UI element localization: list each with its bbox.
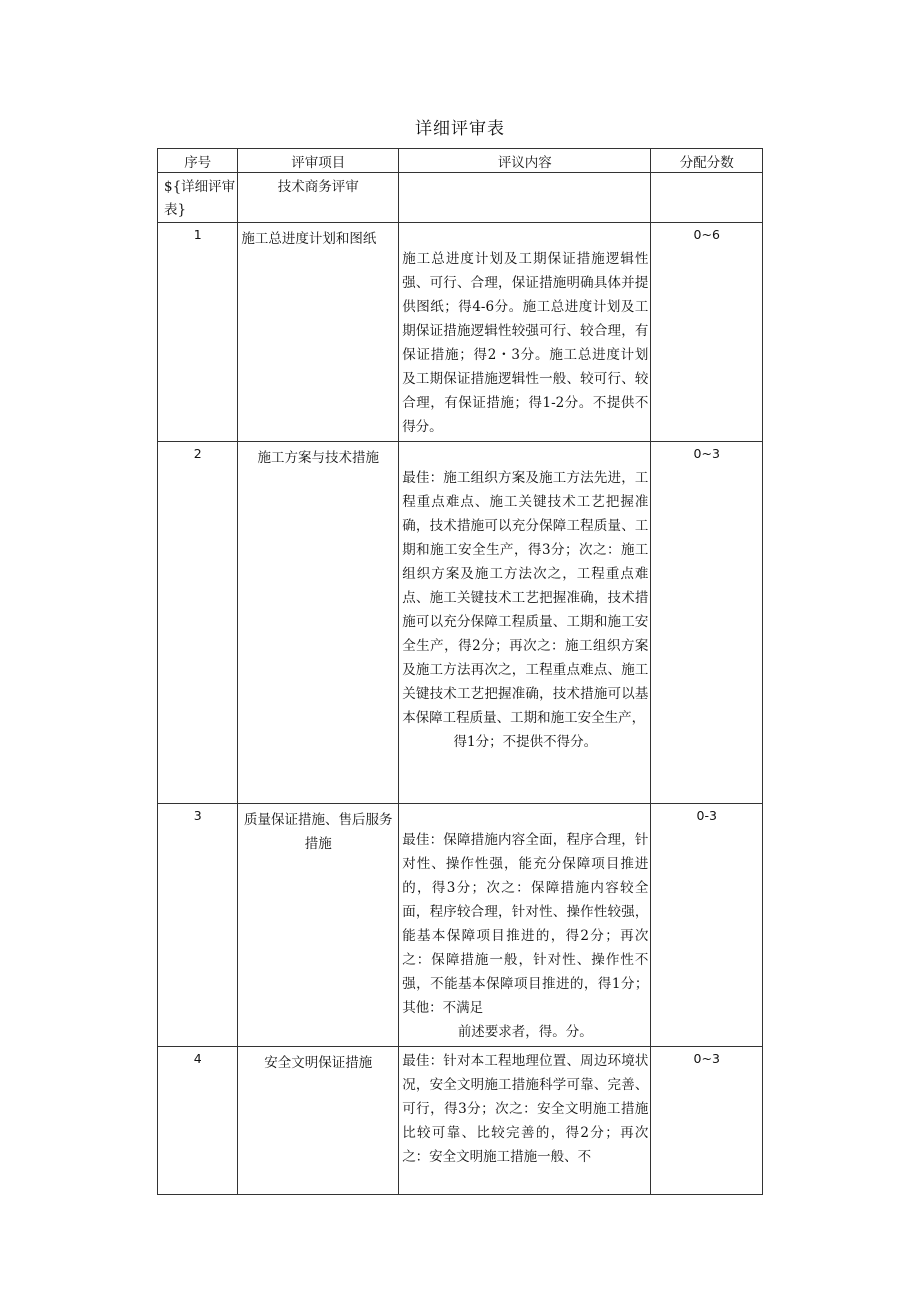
- row-score: 0~6: [651, 223, 763, 442]
- row-score: 0~3: [651, 442, 763, 804]
- header-index: 序号: [158, 149, 238, 173]
- row-score: 0-3: [651, 804, 763, 1047]
- row-number: 2: [158, 442, 238, 804]
- header-item: 评审项目: [238, 149, 399, 173]
- row-content-tail: 前述要求者，得。分。: [457, 1024, 593, 1040]
- section-index: ${详细评审表}: [158, 173, 238, 223]
- section-score: [651, 173, 763, 223]
- row-item: 质量保证措施、售后服务措施: [238, 804, 399, 1047]
- row-number: 3: [158, 804, 238, 1047]
- row-content-text: 最佳：针对本工程地理位置、周边环境状况，安全文明施工措施科学可靠、完善、可行，得3分；次之：安全文明施工措施比较可靠、比较完善的，得2分；再次之：安全文明施工措施一般、不: [402, 1053, 649, 1165]
- header-content: 评议内容: [399, 149, 651, 173]
- row-content-tail: 得1分；不提供不得分。: [453, 734, 598, 750]
- row-content: [399, 1047, 651, 1195]
- table-row: [158, 1047, 763, 1195]
- row-content-text: 最佳：保障措施内容全面，程序合理，针对性、操作性强，能充分保障项目推进的，得3分；次之：保障措施内容较全面，程序较合理，针对性、操作性较强，能基本保障项目推进的，得2分；再次之：保障措施一般，针对性、操作性不强，不能基本保障项目推进的，得1分；其他：不满足: [402, 832, 649, 1016]
- table-row: [158, 223, 763, 442]
- page-title: 详细评审表: [415, 119, 505, 139]
- review-table: [157, 148, 763, 1195]
- section-item: 技术商务评审: [238, 173, 399, 223]
- row-content-text: 施工总进度计划及工期保证措施逻辑性强、可行、合理，保证措施明确具体并提供图纸；得4-6分。施工总进度计划及工期保证措施逻辑性较强可行、较合理，有保证措施；得2・3分。施工总进度计划及工期保证措施逻辑性一般、较可行、较合理，有保证措施；得1-2分。不提供不得分。: [402, 251, 649, 435]
- row-content: [399, 442, 651, 804]
- row-number: 4: [158, 1047, 238, 1195]
- row-content: [399, 223, 651, 442]
- row-item: 施工总进度计划和图纸: [238, 223, 399, 442]
- header-score: 分配分数: [651, 149, 763, 173]
- table-row: [158, 804, 763, 1047]
- row-score: 0~3: [651, 1047, 763, 1195]
- row-number: 1: [158, 223, 238, 442]
- section-row: [158, 173, 763, 223]
- table-header-row: [158, 149, 763, 173]
- table-row: [158, 442, 763, 804]
- row-content: [399, 804, 651, 1047]
- row-item: 安全文明保证措施: [238, 1047, 399, 1195]
- row-item: 施工方案与技术措施: [238, 442, 399, 804]
- row-content-text: 最佳：施工组织方案及施工方法先进，工程重点难点、施工关键技术工艺把握准确，技术措施可以充分保障工程质量、工期和施工安全生产，得3分；次之：施工组织方案及施工方法次之，工程重点难点、施工关键技术工艺把握准确，技术措施可以充分保障工程质量、工期和施工安全生产，得2分；再次之：施工组织方案及施工方法再次之，工程重点难点、施工关键技术工艺把握准确，技术措施可以基本保障工程质量、工期和施工安全生产，: [402, 470, 649, 726]
- section-content: [399, 173, 651, 223]
